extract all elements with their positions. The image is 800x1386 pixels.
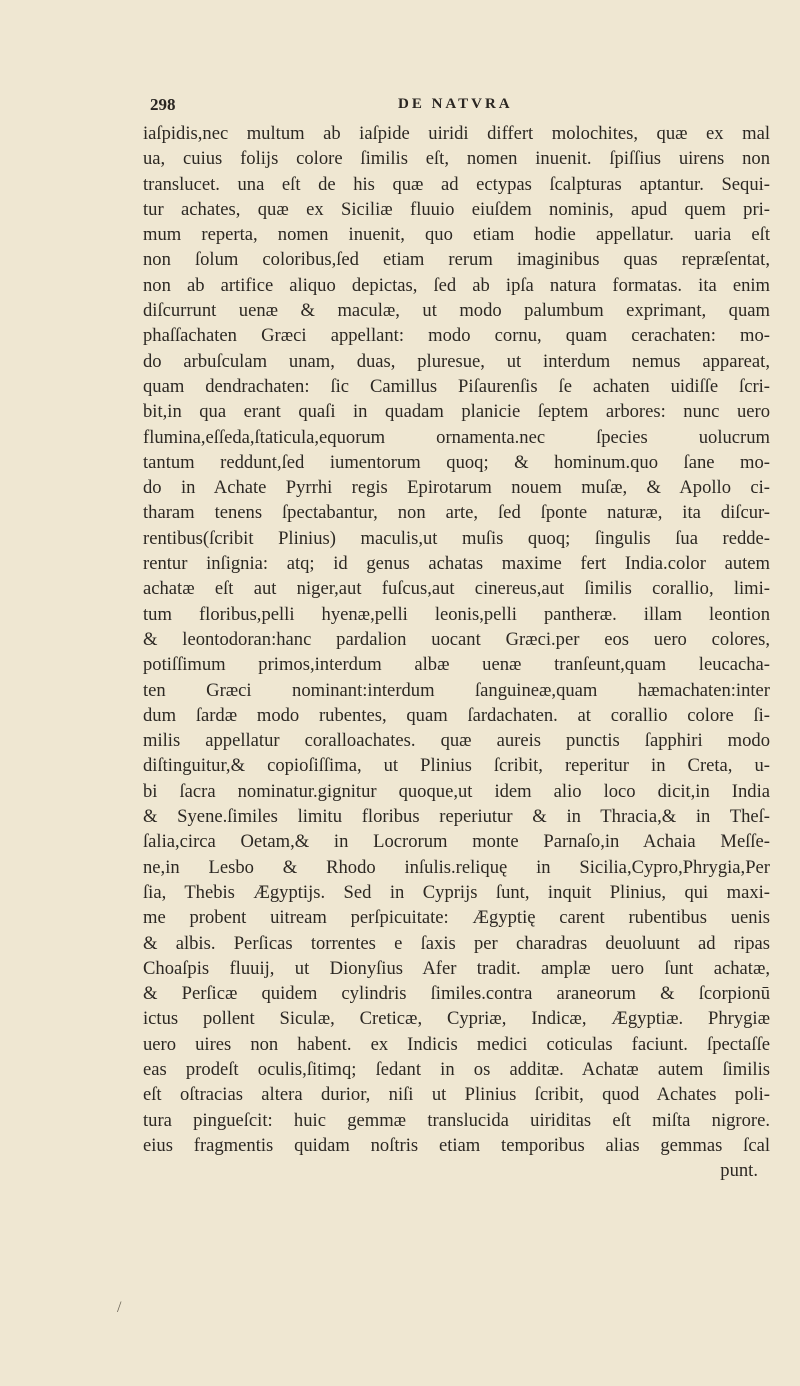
text-line: ne,in Lesbo & Rhodo inſulis.reliquę in Sicilia,Cypro,Phrygia,Per (143, 856, 770, 878)
text-line: rentibus(ſcribit Plinius) maculis,ut muſis quoq; ſingulis ſua redde- (143, 527, 770, 549)
text-line: tura pingueſcit: huic gemmæ translucida uiriditas eſt miſta nigrore. (143, 1109, 770, 1131)
text-line: & Syene.ſimiles limitu floribus reperiutur & in Thracia,& in Theſ- (143, 806, 770, 828)
text-line: Choaſpis fluuij, ut Dionyſius Afer tradit. amplæ uero ſunt achatæ, (143, 957, 770, 979)
text-line: diſcurrunt uenæ & maculæ, ut modo palumbum exprimant, quam (143, 300, 770, 322)
text-line: non ſolum coloribus,ſed etiam rerum imaginibus quas repræſentat, (143, 249, 770, 271)
text-line: tum floribus,pelli hyenæ,pelli leonis,pelli pantheræ. illam leontion (143, 603, 770, 625)
text-line: eius fragmentis quidam noſtris etiam temporibus alias gemmas ſcal (143, 1134, 770, 1156)
text-line: tharam tenens ſpectabantur, non arte, ſed ſponte naturæ, ita diſcur- (143, 502, 770, 524)
running-head (143, 91, 770, 121)
text-line: tantum reddunt,ſed iumentorum quoq; & hominum.quo ſane mo- (143, 451, 770, 473)
text-line: ictus pollent Siculæ, Creticæ, Cypriæ, Indicæ, Ægyptiæ. Phrygiæ (143, 1008, 770, 1030)
text-line: potiſſimum primos,interdum albæ uenæ tranſeunt,quam leucacha- (143, 654, 770, 676)
text-block (143, 91, 770, 1183)
text-line: ſalia,circa Oetam,& in Locrorum monte Parnaſo,in Achaia Meſſe- (143, 831, 770, 853)
text-line: ua, cuius folijs colore ſimilis eſt, nomen inuenit. ſpiſſius uirens non (143, 148, 770, 170)
text-line: eas prodeſt oculis,ſitimq; ſedant in os additæ. Achatæ autem ſimilis (143, 1058, 770, 1080)
text-line: diſtinguitur,& copioſiſſima, ut Plinius ſcribit, reperitur in Creta, u- (143, 755, 770, 777)
page-number: 298 (150, 95, 176, 114)
text-line: punt. (720, 1160, 758, 1182)
margin-mark: / (117, 1299, 122, 1316)
text-line: bi ſacra nominatur.gignitur quoque,ut idem alio loco dicit,in India (143, 780, 770, 802)
text-line: & albis. Perſicas torrentes e ſaxis per charadras deuoluunt ad ripas (143, 932, 770, 954)
text-line: dum ſardæ modo rubentes, quam ſardachaten. at corallio colore ſi- (143, 704, 770, 726)
text-line: flumina,eſſeda,ſtaticula,equorum ornamenta.nec ſpecies uolucrum (143, 426, 770, 448)
text-line: do in Achate Pyrrhi regis Epirotarum nouem muſæ, & Apollo ci- (143, 477, 770, 499)
text-line: me probent uitream perſpicuitate: Ægyptię carent rubentibus uenis (143, 907, 770, 929)
text-line: eſt oſtracias altera durior, niſi ut Plinius ſcribit, quod Achates poli- (143, 1084, 770, 1106)
text-line: phaſſachaten Græci appellant: modo cornu, quam cerachaten: mo- (143, 325, 770, 347)
text-line: achatæ eſt aut niger,aut fuſcus,aut cinereus,aut ſimilis corallio, limi- (143, 578, 770, 600)
text-line: tur achates, quæ ex Siciliæ fluuio eiuſdem nominis, apud quem pri- (143, 198, 770, 220)
text-line: bit,in qua erant quaſi in quadam planicie ſeptem arbores: nunc uero (143, 401, 770, 423)
text-line: non ab artifice aliquo depictas, ſed ab ipſa natura formatas. ita enim (143, 274, 770, 296)
text-line: translucet. una eſt de his quæ ad ectypas ſcalpturas aptantur. Sequi- (143, 173, 770, 195)
running-title: DE NATVRA (398, 96, 513, 112)
text-line: mum reperta, nomen inuenit, quo etiam hodie appellatur. uaria eſt (143, 224, 770, 246)
text-line: ſia, Thebis Ægyptijs. Sed in Cyprijs ſunt, inquit Plinius, qui maxi- (143, 881, 770, 903)
text-line: quam dendrachaten: ſic Camillus Piſaurenſis ſe achaten uidiſſe ſcri- (143, 375, 770, 397)
text-line: do arbuſculam unam, duas, pluresue, ut interdum nemus appareat, (143, 350, 770, 372)
body-text (143, 121, 770, 1183)
text-line: & leontodoran:hanc pardalion uocant Græci.per eos uero colores, (143, 628, 770, 650)
text-line: uero uires non habent. ex Indicis medici coticulas faciunt. ſpectaſſe (143, 1033, 770, 1055)
text-line: rentur inſignia: atq; id genus achatas maxime fert India.color autem (143, 553, 770, 575)
text-line: & Perſicæ quidem cylindris ſimiles.contra araneorum & ſcorpionū (143, 983, 770, 1005)
text-line: ten Græci nominant:interdum ſanguineæ,quam hæmachaten:inter (143, 679, 770, 701)
text-line: milis appellatur coralloachates. quæ aureis punctis ſapphiri modo (143, 730, 770, 752)
text-line: iaſpidis,nec multum ab iaſpide uiridi differt molochites, quæ ex mal (143, 123, 770, 144)
